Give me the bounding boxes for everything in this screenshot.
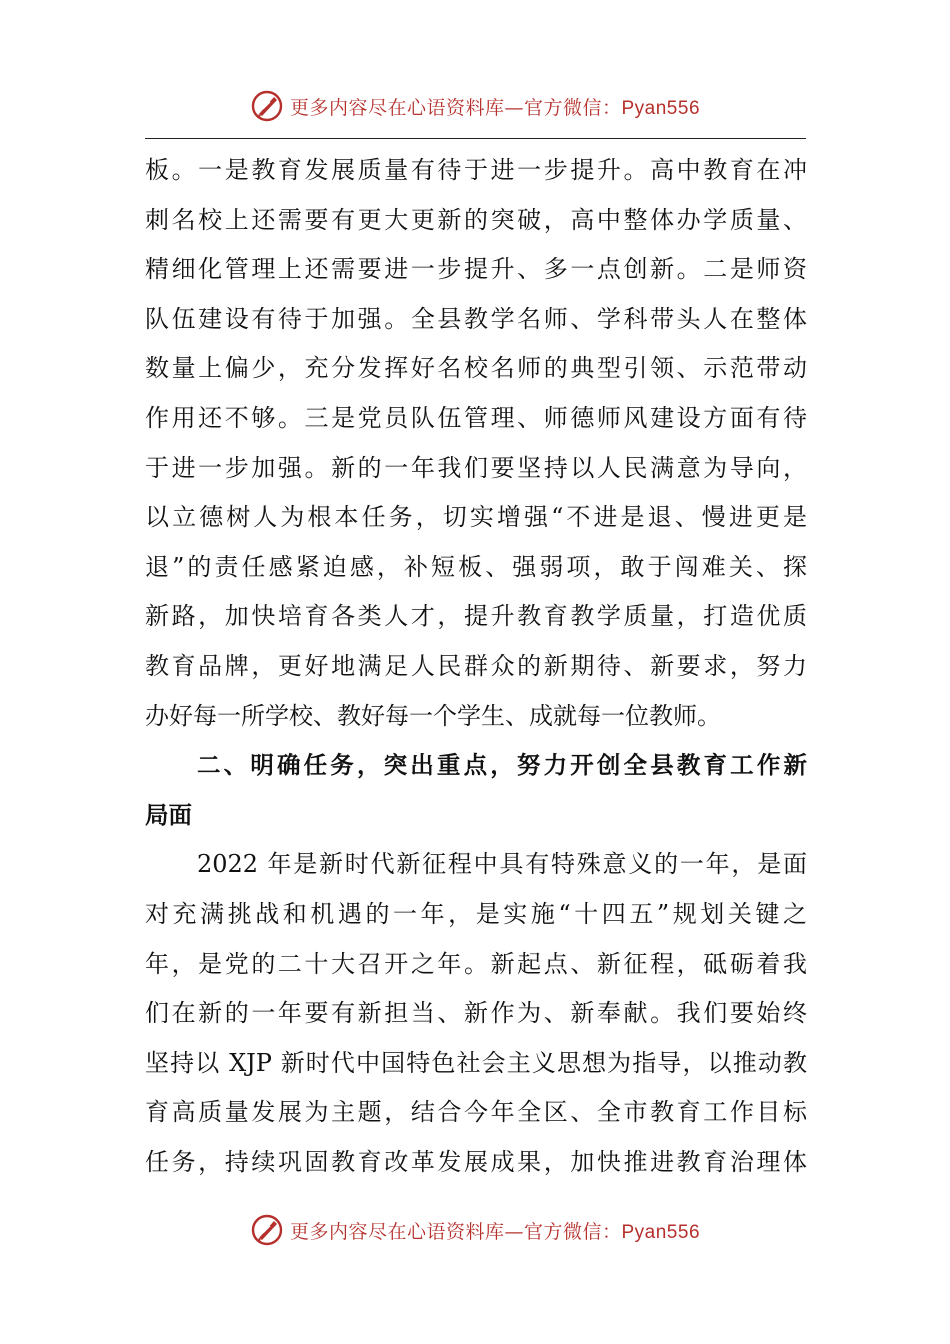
text-line: 任务，持续巩固教育改革发展成果，加快推进教育治理体 <box>145 1147 807 1176</box>
text-line: 们在新的一年要有新担当、新作为、新奉献。我们要始终 <box>145 999 807 1028</box>
text-line: 教育品牌，更好地满足人民群众的新期待、新要求，努力 <box>145 651 807 680</box>
section-heading: 局面 <box>145 800 192 829</box>
text-line: 于进一步加强。新的一年我们要坚持以人民满意为导向， <box>145 453 807 482</box>
quill-pen-logo-icon <box>250 89 284 123</box>
text-line: 育高质量发展为主题，结合今年全区、全市教育工作目标 <box>145 1098 807 1127</box>
header-banner <box>0 86 950 126</box>
footer-banner-text: 更多内容尽在心语资料库—官方微信：Pyan556 <box>289 1220 701 1243</box>
header-banner-text: 更多内容尽在心语资料库—官方微信：Pyan556 <box>289 96 701 119</box>
section-heading: 二、明确任务，突出重点，努力开创全县教育工作新 <box>197 751 807 780</box>
header-rule <box>145 138 806 139</box>
text-line: 对充满挑战和机遇的一年，是实施“十四五”规划关键之 <box>145 899 807 928</box>
wechat-id: Pyan556 <box>621 97 701 119</box>
wechat-id: Pyan556 <box>621 1221 701 1243</box>
text-line: 办好每一所学校、教好每一个学生、成就每一位教师。 <box>145 701 721 730</box>
text-line: 数量上偏少，充分发挥好名校名师的典型引领、示范带动 <box>145 354 807 383</box>
text-line: 以立德树人为根本任务，切实增强“不进是退、慢进更是 <box>145 503 807 532</box>
text-line: 退”的责任感紧迫感，补短板、强弱项，敢于闯难关、探 <box>145 552 807 581</box>
text-line: 年，是党的二十大召开之年。新起点、新征程，砥砺着我 <box>145 949 807 978</box>
text-line: 2022 年是新时代新征程中具有特殊意义的一年，是面 <box>197 850 807 879</box>
document-body <box>145 146 807 1187</box>
footer-banner <box>0 1210 950 1250</box>
text-line: 精细化管理上还需要进一步提升、多一点创新。二是师资 <box>145 255 807 284</box>
text-line: 板。一是教育发展质量有待于进一步提升。高中教育在冲 <box>145 156 807 184</box>
text-line: 坚持以 XJP 新时代中国特色社会主义思想为指导，以推动教 <box>145 1048 807 1077</box>
text-line: 新路，加快培育各类人才，提升教育教学质量，打造优质 <box>145 602 807 631</box>
text-line: 作用还不够。三是党员队伍管理、师德师风建设方面有待 <box>145 403 807 432</box>
quill-pen-logo-icon <box>250 1213 284 1247</box>
text-line: 队伍建设有待于加强。全县教学名师、学科带头人在整体 <box>145 304 807 333</box>
text-line: 刺名校上还需要有更大更新的突破，高中整体办学质量、 <box>145 205 807 234</box>
